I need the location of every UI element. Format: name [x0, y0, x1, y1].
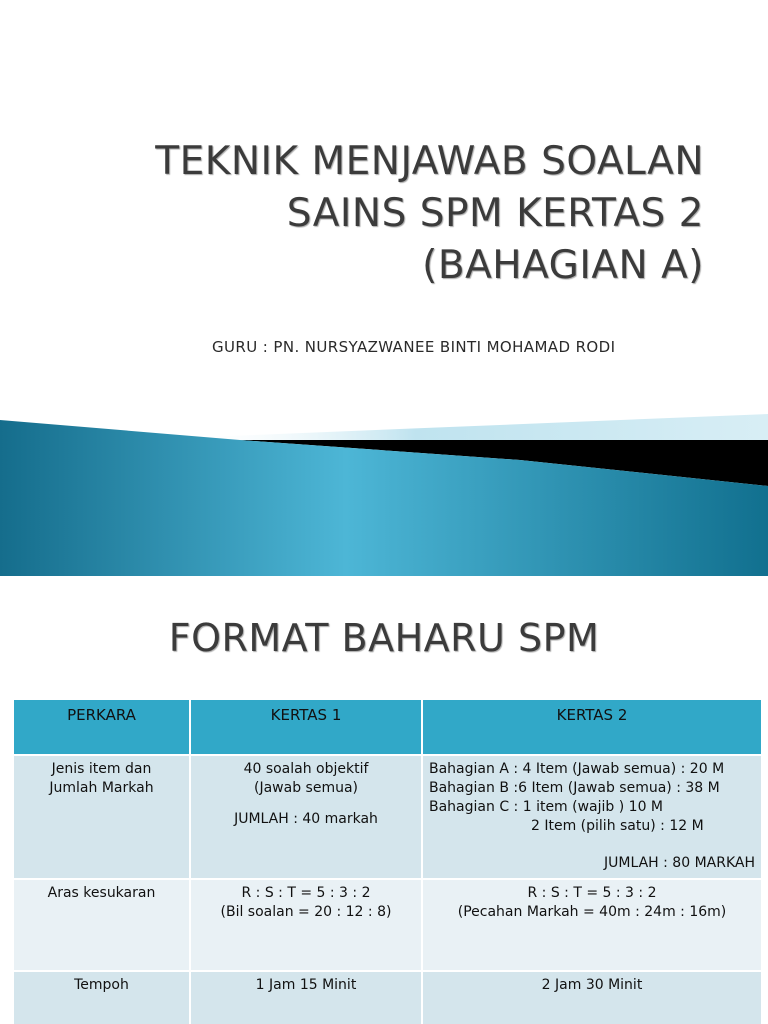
kertas-1-line: 40 soalah objektif	[243, 761, 369, 777]
slide-2	[0, 576, 768, 1024]
row-label: Tempoh	[13, 971, 190, 1024]
kertas-1-line: (Bil soalan = 20 : 12 : 8)	[220, 904, 392, 920]
header-perkara: PERKARA	[13, 699, 190, 755]
row-label-line: Jumlah Markah	[49, 780, 154, 796]
kertas-2-line: 2 Item (pilih satu) : 12 M	[531, 818, 704, 834]
header-kertas-1: KERTAS 1	[190, 699, 422, 755]
banner-light-band	[180, 414, 768, 440]
table-row	[13, 755, 762, 879]
decorative-banner	[0, 400, 768, 576]
kertas-1-total: JUMLAH : 40 markah	[234, 811, 378, 827]
title-line-3: (BAHAGIAN A)	[422, 243, 704, 288]
kertas-2-cell: 2 Jam 30 Minit	[422, 971, 762, 1024]
kertas-2-line: Bahagian B :6 Item (Jawab semua) : 38 M	[429, 780, 720, 796]
kertas-2-cell	[422, 755, 762, 879]
kertas-2-line: (Pecahan Markah = 40m : 24m : 16m)	[457, 904, 727, 920]
kertas-1-line: R : S : T = 5 : 3 : 2	[241, 885, 371, 901]
row-label-line: Jenis item dan	[51, 761, 152, 777]
slide-1-title	[44, 136, 704, 292]
slide-2-title: FORMAT BAHARU SPM	[168, 616, 600, 660]
row-label	[13, 755, 190, 879]
kertas-2-line: R : S : T = 5 : 3 : 2	[527, 885, 657, 901]
title-line-1: TEKNIK MENJAWAB SOALAN	[155, 139, 704, 184]
table-header-row	[13, 699, 762, 755]
kertas-1-cell: 1 Jam 15 Minit	[190, 971, 422, 1024]
table-row	[13, 879, 762, 971]
kertas-2-cell	[422, 879, 762, 971]
kertas-1-cell	[190, 755, 422, 879]
kertas-1-cell	[190, 879, 422, 971]
kertas-2-total: JUMLAH : 80 MARKAH	[604, 855, 755, 871]
header-kertas-2: KERTAS 2	[422, 699, 762, 755]
kertas-2-line: Bahagian A : 4 Item (Jawab semua) : 20 M	[429, 761, 725, 777]
slide-1-subtitle: GURU : PN. NURSYAZWANEE BINTI MOHAMAD RODI	[212, 338, 616, 356]
format-table	[12, 698, 763, 1024]
kertas-1-line: (Jawab semua)	[254, 780, 358, 796]
table-row	[13, 971, 762, 1024]
title-line-2: SAINS SPM KERTAS 2	[286, 191, 704, 236]
row-label: Aras kesukaran	[13, 879, 190, 971]
kertas-2-line: Bahagian C : 1 item (wajib ) 10 M	[429, 799, 664, 815]
